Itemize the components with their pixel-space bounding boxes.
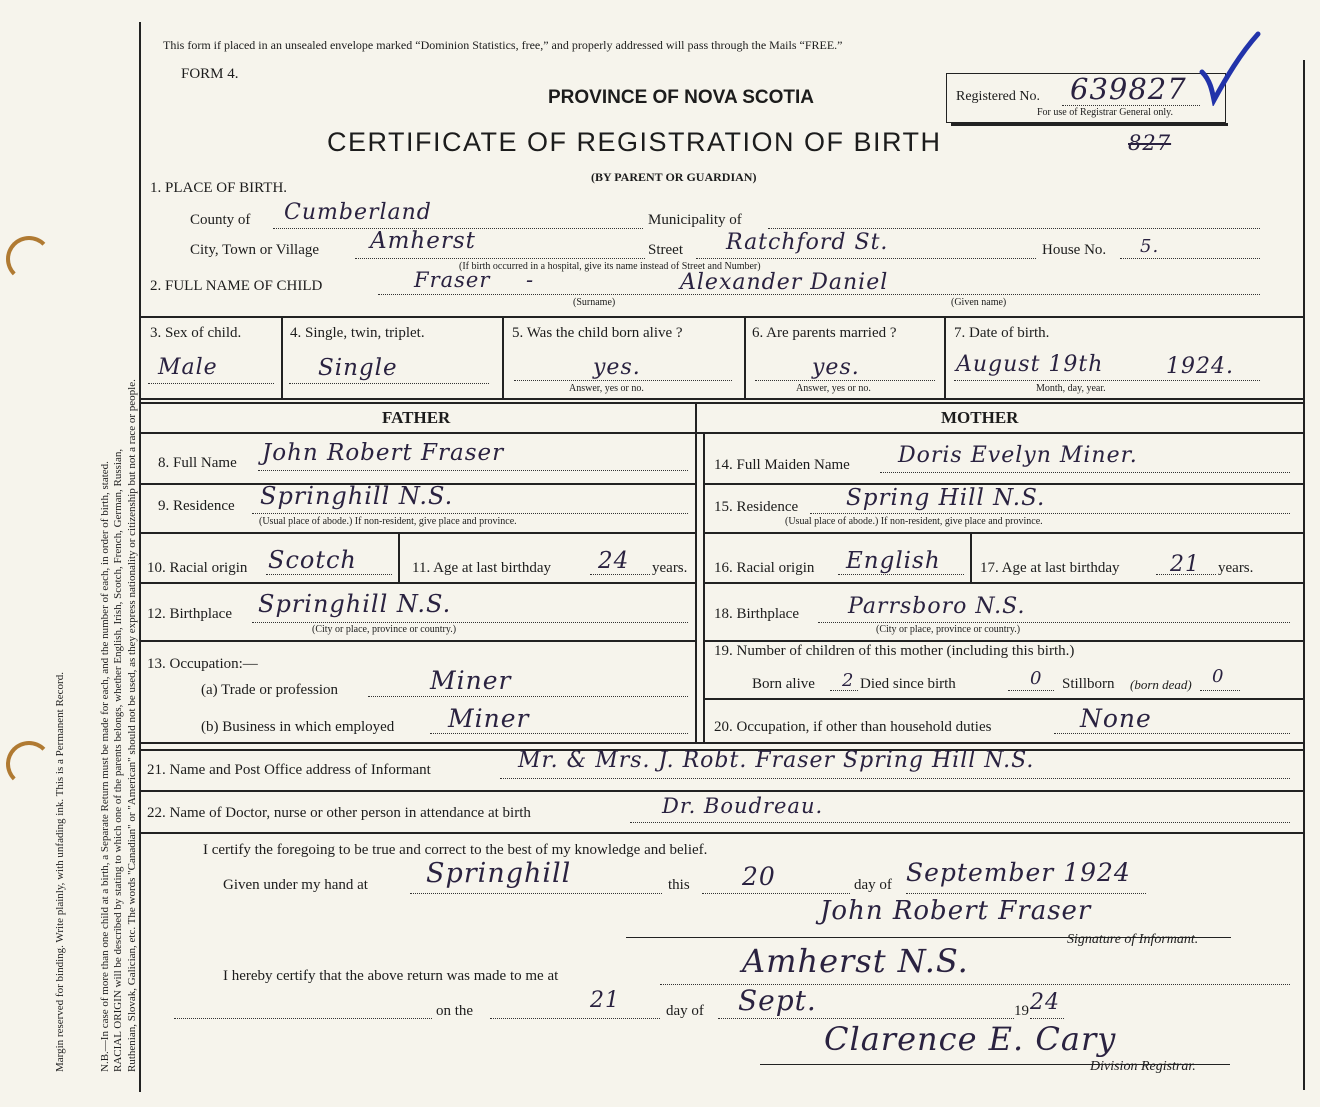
registrar-signature: Clarence E. Cary — [824, 1020, 1117, 1058]
father-residence-note: (Usual place of abode.) If non-resident, give place and province. — [259, 516, 517, 527]
child-given-name: Alexander Daniel — [680, 270, 889, 295]
doctor-dots — [630, 822, 1290, 823]
mother-residence-label: 15. Residence — [714, 499, 799, 515]
father-row-10-rule — [140, 582, 696, 584]
father-residence-value: Springhill N.S. — [260, 482, 454, 510]
binding-hole-bottom — [6, 741, 52, 787]
father-row-12-rule — [140, 640, 696, 642]
certify-month-dots — [906, 893, 1146, 894]
certify-day-of-label: day of — [854, 877, 892, 893]
mother-row-19-rule — [703, 698, 1304, 700]
father-birthplace-note: (City or place, province or country.) — [312, 624, 457, 635]
mother-children-label: 19. Number of children of this mother (including this birth.) — [714, 643, 1075, 659]
registrar-year-dots — [1030, 1018, 1064, 1019]
father-trade-label: (a) Trade or profession — [201, 682, 339, 698]
father-name-dots — [258, 470, 688, 471]
born-alive-label: 5. Was the child born alive ? — [512, 325, 683, 341]
given-place-value: Springhill — [426, 858, 572, 889]
stillborn-dots — [1200, 690, 1240, 691]
parents-center-rule-2 — [703, 432, 705, 742]
parents-married-dots — [755, 380, 935, 381]
mother-name-value: Doris Evelyn Miner. — [898, 443, 1138, 468]
registration-box-shadow — [951, 123, 1228, 126]
father-racial-value: Scotch — [268, 546, 357, 574]
county-value: Cumberland — [284, 200, 432, 225]
mother-racial-label: 16. Racial origin — [714, 560, 815, 576]
multiple-label: 4. Single, twin, triplet. — [290, 325, 425, 341]
certify-day-value: 20 — [742, 862, 776, 891]
born-alive-count-label: Born alive — [752, 676, 815, 692]
margin-line-4: Ruthenian, Slovak, Galician, etc. The words "Canadian" or "American" should not be used, as they express nationality or citizenship but not a race or people. — [125, 379, 138, 1072]
parents-married-value: yes. — [812, 355, 860, 380]
sex-value: Male — [158, 355, 218, 380]
mother-occupation-label: 20. Occupation, if other than household duties — [714, 719, 992, 735]
born-alive-note: Answer, yes or no. — [569, 383, 644, 394]
row3-divider-4 — [944, 316, 946, 398]
child-name-dash: - — [526, 268, 535, 292]
born-alive-count: 2 — [842, 670, 855, 691]
informant-dots — [500, 778, 1290, 779]
registrar-year-prefix: 19 — [1014, 1003, 1029, 1019]
date-of-birth-label: 7. Date of birth. — [954, 325, 1050, 341]
stillborn-count: 0 — [1212, 666, 1225, 687]
multiple-dots — [289, 383, 489, 384]
city-dots — [355, 258, 645, 259]
mother-birthplace-label: 18. Birthplace — [714, 606, 799, 622]
city-label: City, Town or Village — [190, 242, 320, 258]
mother-name-dots — [880, 472, 1290, 473]
right-rule — [1303, 60, 1305, 1090]
registered-label: Registered No. — [956, 89, 1040, 104]
father-business-value: Miner — [448, 704, 530, 733]
mother-racial-divider — [970, 532, 972, 582]
registrar-day-dots — [490, 1018, 660, 1019]
mother-occupation-value: None — [1080, 704, 1152, 733]
row3-divider-2 — [502, 316, 504, 398]
house-dots — [1120, 258, 1260, 259]
date-of-birth-month: August 19th — [956, 352, 1104, 377]
mother-age-value: 21 — [1170, 552, 1200, 577]
row3-divider-1 — [281, 316, 283, 398]
father-age-value: 24 — [598, 548, 630, 574]
father-birthplace-dots — [252, 622, 688, 623]
stillborn-label: Stillborn — [1062, 676, 1115, 692]
informant-signature-label: Signature of Informant. — [1067, 932, 1199, 947]
street-label: Street — [648, 242, 683, 258]
surname-note: (Surname) — [573, 297, 616, 308]
doctor-value: Dr. Boudreau. — [662, 794, 824, 818]
mother-name-label: 14. Full Maiden Name — [714, 457, 850, 473]
given-name-note: (Given name) — [951, 297, 1007, 308]
parents-bottom-rule — [140, 742, 1304, 744]
mother-birthplace-dots — [818, 622, 1290, 623]
city-value: Amherst — [370, 228, 476, 254]
house-value: 5. — [1140, 236, 1160, 257]
this-label: this — [668, 877, 690, 893]
check-mark-icon — [1198, 28, 1262, 106]
father-age-label: 11. Age at last birthday — [412, 560, 551, 576]
died-since-birth-label: Died since birth — [860, 676, 956, 692]
died-since-birth-dots — [1008, 690, 1054, 691]
binding-hole-top — [6, 236, 52, 282]
on-the-left-dots — [174, 1018, 432, 1019]
father-trade-value: Miner — [430, 666, 512, 695]
mother-residence-dots — [810, 513, 1290, 514]
row3-top-rule — [140, 316, 1304, 318]
child-name-label: 2. FULL NAME OF CHILD — [150, 278, 323, 294]
province-heading: PROVINCE OF NOVA SCOTIA — [548, 87, 815, 108]
date-of-birth-year: 1924. — [1166, 354, 1234, 379]
parents-center-rule — [695, 402, 697, 742]
mother-years-label: years. — [1218, 560, 1254, 576]
father-occupation-label: 13. Occupation:— — [147, 656, 258, 672]
father-racial-label: 10. Racial origin — [147, 560, 248, 576]
margin-line-2: N.B.—In case of more than one child at a birth, a Separate Return must be made for each, and the number of each, in order of birth, stated. — [98, 461, 111, 1072]
form-number: FORM 4. — [181, 66, 239, 82]
mother-residence-note: (Usual place of abode.) If non-resident, give place and province. — [785, 516, 1043, 527]
date-of-birth-note: Month, day, year. — [1036, 383, 1106, 394]
division-registrar-label: Division Registrar. — [1090, 1059, 1196, 1074]
registrar-month-value: Sept. — [738, 984, 817, 1017]
municipality-label: Municipality of — [648, 212, 742, 228]
registered-dots — [1062, 105, 1200, 106]
binding-margin-rule — [139, 22, 141, 1092]
registered-number: 639827 — [1070, 72, 1187, 106]
registrar-day-value: 21 — [590, 988, 620, 1013]
father-heading: FATHER — [382, 408, 451, 427]
hospital-note: (If birth occurred in a hospital, give its name instead of Street and Number) — [459, 261, 761, 272]
mother-row-15-rule — [703, 532, 1304, 534]
multiple-value: Single — [318, 355, 398, 381]
margin-line-3: RACIAL ORIGIN will be described by stating to which one of the parents belongs, whether English, Irish, Scotch, French, German, Russian, — [112, 448, 124, 1072]
sex-dots — [148, 383, 274, 384]
father-residence-dots — [252, 513, 688, 514]
mother-row-16-rule — [703, 582, 1304, 584]
given-place-dots — [410, 893, 662, 894]
given-under-label: Given under my hand at — [223, 877, 368, 893]
mother-age-label: 17. Age at last birthday — [980, 560, 1120, 576]
mail-notice: This form if placed in an unsealed envelope marked “Dominion Statistics, free,” and properly addressed will pass through the Mails “FREE.” — [163, 38, 843, 52]
registrar-month-dots — [718, 1018, 1014, 1019]
margin-line-1: Margin reserved for binding. Write plainly, with unfading ink. This is a Permanent Record. — [54, 672, 66, 1072]
informant-signature: John Robert Fraser — [820, 896, 1092, 926]
row3-bottom-rule — [140, 398, 1304, 400]
mother-birthplace-note: (City or place, province or country.) — [876, 624, 1021, 635]
father-racial-divider — [398, 532, 400, 582]
father-years-label: years. — [652, 560, 688, 576]
parents-top-rule — [140, 402, 1304, 404]
house-label: House No. — [1042, 242, 1107, 258]
registrar-general-note: For use of Registrar General only. — [1037, 107, 1173, 118]
street-value: Ratchford St. — [726, 230, 889, 255]
born-alive-value: yes. — [593, 355, 641, 380]
father-age-dots — [590, 574, 650, 575]
certify-month-year-value: September 1924 — [906, 858, 1131, 887]
father-name-label: 8. Full Name — [158, 455, 237, 471]
mother-racial-value: English — [846, 548, 941, 574]
row3-divider-3 — [744, 316, 746, 398]
parents-heading-rule — [140, 432, 1304, 434]
margin-notice — [54, 379, 139, 1072]
certificate-subtitle: (BY PARENT OR GUARDIAN) — [591, 170, 757, 184]
died-since-birth-count: 0 — [1030, 668, 1043, 689]
father-name-value: John Robert Fraser — [262, 440, 505, 466]
date-of-birth-dots — [954, 380, 1260, 381]
informant-value: Mr. & Mrs. J. Robt. Fraser Spring Hill N.S. — [518, 748, 1035, 773]
sex-label: 3. Sex of child. — [150, 325, 242, 341]
certify-statement: I certify the foregoing to be true and correct to the best of my knowledge and belief. — [203, 842, 708, 858]
father-racial-dots — [266, 574, 392, 575]
mother-occupation-dots — [1054, 733, 1290, 734]
mother-birthplace-value: Parrsboro N.S. — [848, 594, 1026, 619]
registrar-year-value: 24 — [1030, 990, 1060, 1015]
on-the-label: on the — [436, 1003, 474, 1019]
mother-racial-dots — [838, 574, 964, 575]
place-of-birth-label: 1. PLACE OF BIRTH. — [150, 180, 288, 196]
registrar-place-value: Amherst N.S. — [742, 942, 969, 980]
mother-row-18-rule — [703, 640, 1304, 642]
doctor-label: 22. Name of Doctor, nurse or other person in attendance at birth — [147, 805, 531, 821]
father-business-label: (b) Business in which employed — [201, 719, 395, 735]
parents-married-note: Answer, yes or no. — [796, 383, 871, 394]
certify-day-dots — [702, 893, 850, 894]
father-residence-label: 9. Residence — [158, 498, 235, 514]
father-birthplace-label: 12. Birthplace — [147, 606, 232, 622]
father-trade-dots — [368, 696, 688, 697]
county-label: County of — [190, 212, 251, 228]
stillborn-note: (born dead) — [1130, 677, 1192, 692]
born-alive-count-dots — [830, 690, 858, 691]
municipality-dots — [768, 228, 1260, 229]
mother-age-dots — [1156, 574, 1216, 575]
street-dots — [696, 258, 1036, 259]
informant-label: 21. Name and Post Office address of Informant — [147, 762, 431, 778]
mother-residence-value: Spring Hill N.S. — [846, 485, 1046, 511]
mother-heading: MOTHER — [941, 408, 1019, 427]
born-alive-dots — [514, 380, 732, 381]
registrar-day-of-label: day of — [666, 1003, 704, 1019]
margin-number: 827 — [1128, 131, 1172, 155]
informant-rule — [140, 790, 1304, 792]
doctor-rule — [140, 832, 1304, 834]
father-row-9-rule — [140, 532, 696, 534]
father-business-dots — [430, 733, 688, 734]
registrar-statement: I hereby certify that the above return was made to me at — [223, 968, 559, 984]
child-surname: Fraser — [414, 268, 491, 292]
father-birthplace-value: Springhill N.S. — [258, 590, 452, 618]
certificate-title: CERTIFICATE OF REGISTRATION OF BIRTH — [327, 127, 942, 157]
parents-married-label: 6. Are parents married ? — [752, 325, 897, 341]
